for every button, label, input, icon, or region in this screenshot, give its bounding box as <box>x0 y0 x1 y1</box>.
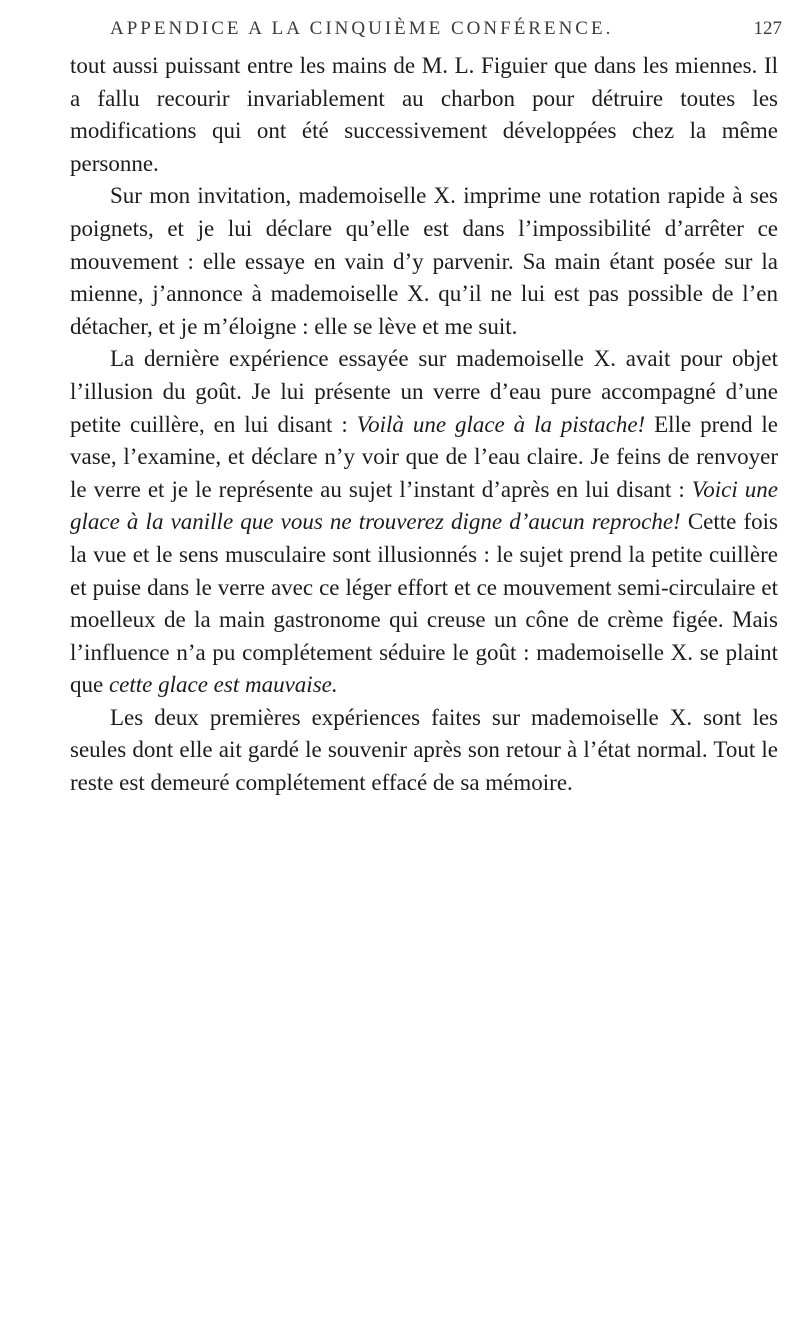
running-title: APPENDICE A LA CINQUIÈME CONFÉRENCE. <box>110 18 614 39</box>
page-number: 127 <box>753 18 782 39</box>
text-run: Les deux premières expériences faites sur mademoiselle X. sont les seules dont elle ait gardé le souvenir après son retour à l’état normal. Tout le reste est demeuré complétement effacé de sa mémoire. <box>70 704 778 796</box>
italic-text: Voilà une glace à la pistache! <box>356 411 646 437</box>
text-run: La dernière expérience essayée sur mademoiselle X. avait pour objet l’illusion du goût. Je lui présente un verre d’eau pure accompagné d’une petite cuillère, en lui disant : <box>70 346 778 437</box>
italic-text: cette glace est mauvaise. <box>108 672 338 698</box>
text-run: Cette fois la vue et le sens musculaire sont illusionnés : le sujet prend la petite cuillère et puise dans le verre avec ce léger effort et ce mouvement semi-circulaire et moelleux de la main gastronome qui creuse un cône de crème figée. Mais l’influence n’a pu complétement séduire le goût : mademoiselle X. se plaint que <box>70 509 779 698</box>
text-run: tout aussi puissant entre les mains de M. L. Figuier que dans les miennes. Il a fallu recourir invariablement au charbon pour détruire toutes les modifications qui ont été successivement développées chez la même personne. <box>70 53 778 176</box>
text-run: Sur mon invitation, mademoiselle X. imprime une rotation rapide à ses poignets, et je lui déclare qu’elle est dans l’impossibilité d’arrêter ce mouvement : elle essaye en vain d’y parvenir. Sa main étant posée sur la mienne, j’annonce à mademoiselle X. qu’il ne lui est pas possible de l’en détacher, et je m’éloigne : elle se lève et me suit. <box>70 183 778 339</box>
paragraph <box>70 180 778 343</box>
book-page <box>70 0 782 1331</box>
paragraph <box>70 343 778 702</box>
running-header <box>110 12 782 48</box>
body-text <box>70 50 778 800</box>
paragraph <box>70 702 778 800</box>
text-run: Elle prend le vase, l’examine, et déclare n’y voir que de l’eau claire. Je feins de renvoyer le verre et je le représente au sujet l’instant d’après en lui disant : <box>70 411 778 502</box>
paragraph <box>70 50 778 180</box>
italic-text: Voici une glace à la vanille que vous ne trouverez digne d’aucun reproche! <box>70 476 779 535</box>
